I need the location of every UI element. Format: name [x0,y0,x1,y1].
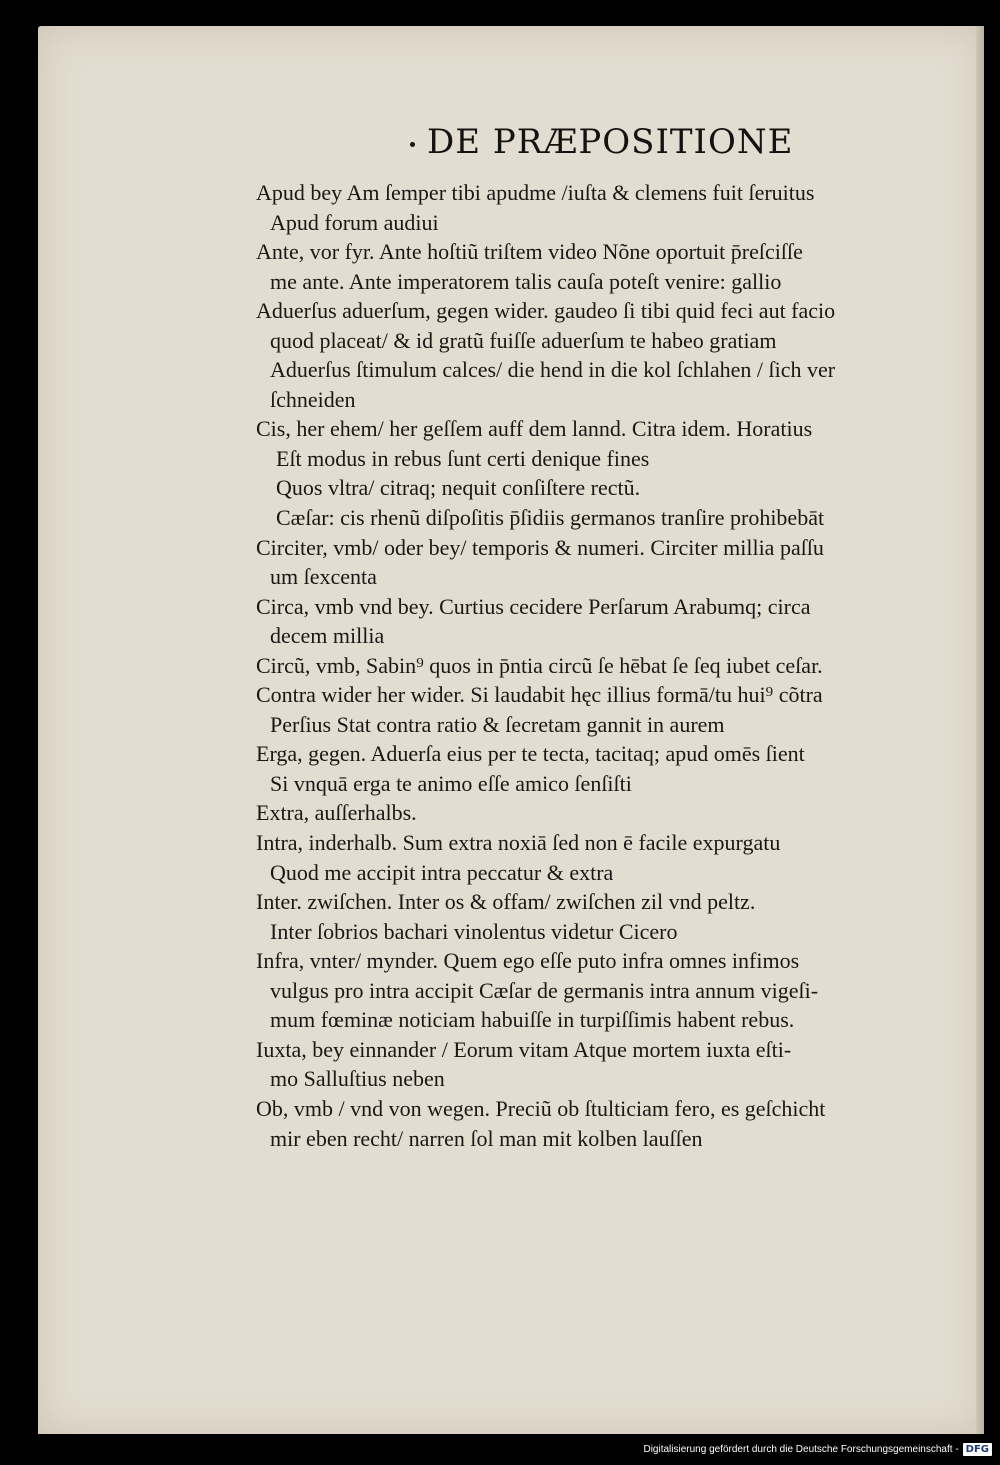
text-line: Cæſar: cis rhenũ diſpoſitis p̄ſidiis germanos tranſire prohibebāt [276,505,825,531]
text-line: Aduerſus ſtimulum calces/ die hend in die kol ſchlahen / ſich ver [270,357,836,383]
text-line: Ob, vmb / vnd von wegen. Preciũ ob ſtulticiam fero, es geſchicht [256,1095,826,1121]
digitization-credit [643,1441,992,1459]
credit-text: Digitalisierung gefördert durch die Deutsche Forschungsgemeinschaft - [643,1444,959,1455]
text-line: Perſius Stat contra ratio & ſecretam gannit in aurem [270,711,725,737]
page-heading [410,122,794,170]
text-line: Quos vltra/ citraq; nequit conſiſtere rectũ. [276,475,641,501]
text-line: Circiter, vmb/ oder bey/ temporis & numeri. Circiter millia paſſu [256,534,824,560]
text-line: Eſt modus in rebus ſunt certi denique fines [276,445,650,471]
heading-text: DE PRÆPOSITIONE [427,122,794,162]
heading-dot-icon [410,142,415,147]
text-line: Cis, her ehem/ her geſſem auff dem lannd. Citra idem. Horatius [256,416,813,442]
text-line: Infra, vnter/ mynder. Quem ego eſſe puto infra omnes infimos [256,948,800,974]
text-line: Circa, vmb vnd bey. Curtius cecidere Perſarum Arabumq; circa [256,593,811,619]
text-line: me ante. Ante imperatorem talis cauſa poteſt venire: gallio [270,268,782,294]
text-line: Apud bey Am ſemper tibi apudme /iuſta & clemens fuit ſeruitus [256,180,815,205]
text-line: Extra, auſſerhalbs. [256,800,417,826]
text-line: mo Salluſtius neben [270,1066,445,1092]
text-line: Erga, gegen. Aduerſa eius per te tecta, tacitaq; apud omēs ſient [256,741,805,767]
text-line: Contra wider her wider. Si laudabit hęc illius formā/tu hui⁹ cõtra [256,682,823,708]
text-line: Apud forum audiui [270,209,439,235]
text-line: Aduerſus aduerſum, gegen wider. gaudeo ſi tibi quid feci aut facio [256,298,836,324]
text-line: Iuxta, bey einnander / Eorum vitam Atque mortem iuxta eſti- [256,1036,792,1062]
text-line: vulgus pro intra accipit Cæſar de germanis intra annum vigeſi- [270,977,819,1003]
text-line: Intra, inderhalb. Sum extra noxiā ſed non ē facile expurgatu [256,830,781,856]
text-line: Quod me accipit intra peccatur & extra [270,859,614,885]
text-line: ſchneiden [270,386,356,412]
text-line: mum fœminæ noticiam habuiſſe in turpiſſimis habent rebus. [270,1007,795,1033]
text-line: Circũ, vmb, Sabin⁹ quos in p̄ntia circũ ſe hēbat ſe ſeq iubet ceſar. [256,652,823,678]
text-line: Ante, vor fyr. Ante hoſtiũ triſtem video Nõne oportuit p̄reſciſſe [256,239,803,265]
page-edge [976,26,984,1434]
text-line: Inter. zwiſchen. Inter os & offam/ zwiſchen zil vnd peltz. [256,889,756,915]
text-line: decem millia [270,623,385,649]
text-line: quod placeat/ & id gratũ fuiſſe aduerſum te habeo gratiam [270,327,777,353]
text-body [256,178,966,1153]
dfg-logo-icon: DFG [963,1443,992,1456]
text-line: mir eben recht/ narren ſol man mit kolben lauſſen [270,1125,703,1151]
text-line: um ſexcenta [270,564,377,590]
text-line: Inter ſobrios bachari vinolentus videtur Cicero [270,918,678,944]
text-line: Si vnquā erga te animo eſſe amico ſenſiſti [270,770,632,796]
